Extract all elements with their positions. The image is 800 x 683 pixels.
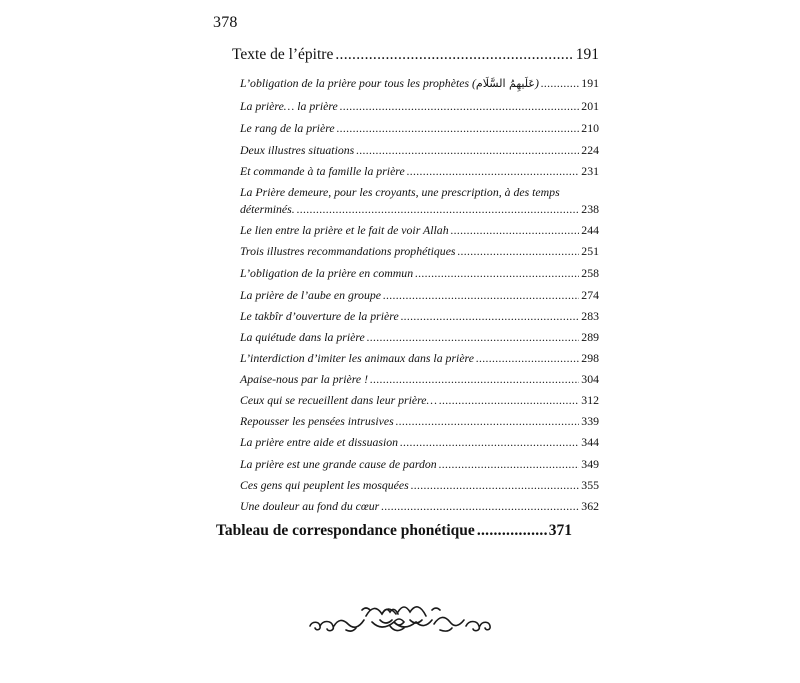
dot-leader [476, 351, 579, 366]
toc-entry-page: 362 [581, 499, 599, 513]
toc-final-heading[interactable] [216, 522, 572, 540]
toc-entry[interactable] [240, 288, 599, 303]
toc-entry[interactable] [240, 499, 599, 514]
toc-entry[interactable] [240, 164, 599, 179]
dot-leader [411, 478, 580, 493]
toc-entry[interactable] [240, 202, 599, 217]
dot-leader [370, 372, 579, 387]
toc-entry-page: 201 [581, 99, 599, 113]
toc-entry-title: Une douleur au fond du cœur [240, 499, 380, 513]
toc-entry-page: 283 [581, 309, 599, 323]
toc-entry-title: Deux illustres situations [240, 143, 355, 157]
toc-entry-title: La prière de l’aube en groupe [240, 288, 381, 302]
toc-entry[interactable] [240, 244, 599, 259]
dot-leader [407, 164, 580, 179]
dot-leader [477, 522, 547, 540]
toc-entry-page: 349 [581, 457, 599, 471]
toc-entry[interactable] [240, 478, 599, 493]
dot-leader [400, 435, 579, 450]
decorative-scroll-ornament-icon [306, 600, 496, 640]
toc-entry[interactable] [240, 435, 599, 450]
dot-leader [297, 202, 580, 217]
toc-entry-page: 355 [581, 478, 599, 492]
toc-entry[interactable] [240, 99, 599, 114]
toc-entry-title: Le takbîr d’ouverture de la prière [240, 309, 399, 323]
toc-entry-page: 289 [581, 330, 599, 344]
dot-leader [439, 393, 579, 408]
toc-entry[interactable] [240, 121, 599, 136]
toc-entry-title: La prière est une grande cause de pardon [240, 457, 437, 471]
toc-entry-title: La prière entre aide et dissuasion [240, 435, 399, 449]
dot-leader [458, 244, 580, 259]
toc-entry-title-text: L’obligation de la prière pour tous les prophètes ( [240, 76, 476, 90]
toc-entry[interactable] [240, 330, 599, 345]
toc-final-title: Tableau de correspondance phonétique [216, 522, 475, 539]
toc-entry-title: Apaise-nous par la prière ! [240, 372, 369, 386]
dot-leader [439, 457, 580, 472]
toc-entry-title: déterminés. [240, 202, 295, 216]
toc-entry-title: L’obligation de la prière en commun [240, 266, 414, 280]
toc-entry-title: Et commande à ta famille la prière [240, 164, 405, 178]
toc-entry-page: 238 [581, 202, 599, 216]
toc-entry-title: Ces gens qui peuplent les mosquées [240, 478, 409, 492]
toc-entry[interactable] [240, 223, 599, 238]
toc-section-heading[interactable] [232, 46, 599, 64]
page-number: 378 [213, 14, 238, 31]
toc-entry-page: 224 [581, 143, 599, 157]
toc-entry[interactable] [240, 457, 599, 472]
toc-entry-line1[interactable]: La Prière demeure, pour les croyants, une prescription, à des temps [240, 185, 560, 199]
toc-entry-page: 312 [581, 393, 599, 407]
toc-entry-title [240, 76, 539, 91]
toc-entry[interactable] [240, 143, 599, 158]
dot-leader [335, 46, 573, 64]
dot-leader [541, 76, 579, 91]
toc-entry-title-close: ) [534, 76, 539, 90]
dot-leader [356, 143, 579, 158]
dot-leader [383, 288, 579, 303]
toc-entry-page: 191 [581, 76, 599, 90]
toc-section-page: 191 [575, 46, 599, 63]
toc-section-title: Texte de l’épitre [232, 46, 334, 63]
toc-entry-title: Le rang de la prière [240, 121, 335, 135]
dot-leader [381, 499, 579, 514]
toc-entry-page: 251 [581, 244, 599, 258]
dot-leader [401, 309, 580, 324]
toc-final-page: 371 [548, 522, 572, 539]
dot-leader [340, 99, 580, 114]
dot-leader [396, 414, 580, 429]
toc-entry-title: Ceux qui se recueillent dans leur prière… [240, 393, 438, 407]
toc-entry-page: 274 [581, 288, 599, 302]
toc-entry[interactable] [240, 351, 599, 366]
toc-entry[interactable] [240, 76, 599, 91]
toc-entry[interactable] [240, 372, 599, 387]
toc-entry-title: La quiétude dans la prière [240, 330, 365, 344]
toc-entry[interactable] [240, 393, 599, 408]
arabic-honorific: عَلَيهِمُ السَّلَام [475, 77, 535, 90]
dot-leader [367, 330, 580, 345]
toc-entry[interactable] [240, 414, 599, 429]
toc-entry-page: 304 [581, 372, 599, 386]
toc-entry-page: 258 [581, 266, 599, 280]
toc-entry-page: 210 [581, 121, 599, 135]
toc-entry-page: 344 [581, 435, 599, 449]
toc-entry-title: L’interdiction d’imiter les animaux dans la prière [240, 351, 474, 365]
toc-entry-title: Le lien entre la prière et le fait de voir Allah [240, 223, 449, 237]
dot-leader [337, 121, 580, 136]
toc-entry-page: 244 [581, 223, 599, 237]
toc-entry-page: 231 [581, 164, 599, 178]
toc-entry-page: 339 [581, 414, 599, 428]
toc-entry[interactable] [240, 309, 599, 324]
toc-entry-title: Trois illustres recommandations prophétiques [240, 244, 456, 258]
toc-entry-title: La prière… la prière [240, 99, 338, 113]
dot-leader [415, 266, 579, 281]
toc-entry-title: Repousser les pensées intrusives [240, 414, 394, 428]
dot-leader [451, 223, 580, 238]
toc-entry[interactable] [240, 266, 599, 281]
toc-entry-page: 298 [581, 351, 599, 365]
